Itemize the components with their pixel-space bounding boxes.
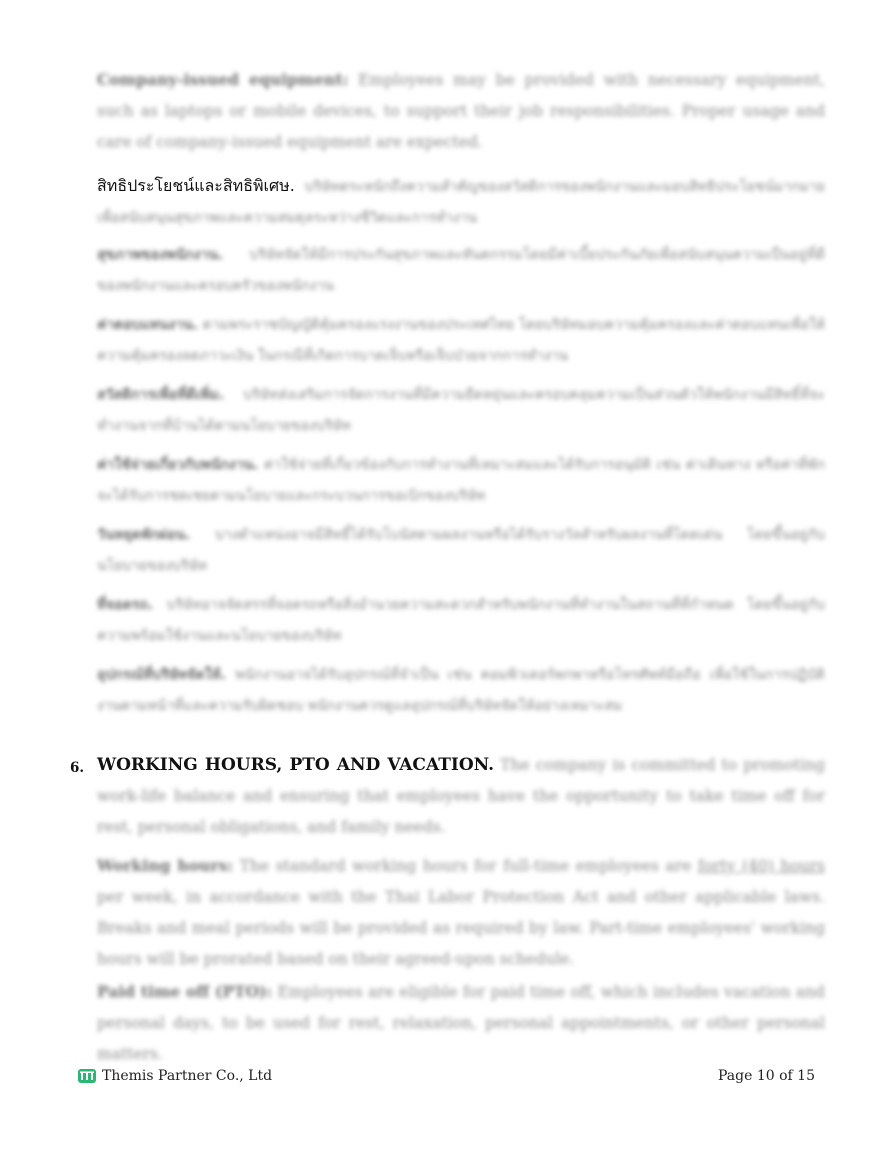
footer-company xyxy=(78,1068,272,1084)
section-working-hours xyxy=(97,750,825,843)
paragraph-thai-6 xyxy=(97,590,825,652)
paragraph-heading: Paid time off (PTO): xyxy=(97,982,273,1001)
paragraph-body: ค่าใช้จ่ายที่เกี่ยวข้องกับการทำงานที่เหมาะสมและได้รับการอนุมัติ เช่น ค่าเดินทาง หรือค่าที่พักจะได้รับการชดเชยตามนโยบายและกระบวนการขอเบิกของบริษัท xyxy=(97,457,825,504)
paragraph-thai-2 xyxy=(97,310,825,372)
paragraph-thai-5 xyxy=(97,520,825,582)
paragraph-heading: ค่าตอบแทนงาน. xyxy=(97,317,199,333)
paragraph-heading: อุปกรณ์ที่บริษัทจัดให้. xyxy=(97,667,227,683)
section-title: WORKING HOURS, PTO AND VACATION. xyxy=(97,755,495,775)
section-number: 6. xyxy=(70,760,85,776)
paragraph-body: บริษัทส่งเสริมการจัดการงานที่มีความยืดหยุ่นและครอบคลุมความเป็นส่วนตัวให้พนักงานมีสิทธิ์ที่จะทำงานจากที่บ้านได้ตามนโยบายของบริษัท xyxy=(97,387,825,434)
paragraph-heading: สุขภาพของพนักงาน. xyxy=(97,247,224,263)
paragraph-heading: สวัสดิการเพื่อที่ดีเพิ่ม. xyxy=(97,387,225,403)
paragraph-body: บริษัทตระหนักถึงความสำคัญของสวัสดิการของพนักงานและมอบสิทธิประโยชน์มากมายเพื่อสนับสนุนสุขภาพและความสมดุลระหว่างชีวิตและการทำงาน xyxy=(97,179,825,226)
paragraph-body: per week, in accordance with the Thai Labor Protection Act and other applicable laws. Breaks and meal periods will be provided as required by law. Part-time employees' working hours will be prorated based on their agreed-upon schedule. xyxy=(97,888,825,968)
paragraph-body: พนักงานอาจได้รับอุปกรณ์ที่จำเป็น เช่น คอมพิวเตอร์พกพาหรือโทรศัพท์มือถือ เพื่อใช้ในการปฏิบัติงานตามหน้าที่และความรับผิดชอบ พนักงานควรดูแลอุปกรณ์ที่บริษัทจัดให้อย่างเหมาะสม xyxy=(97,667,825,714)
paragraph-thai-1 xyxy=(97,240,825,302)
paragraph-heading: ที่จอดรถ. xyxy=(97,597,154,613)
section-intro: The company is committed to promoting work-life balance and ensuring that employees have the opportunity to take time off for rest, personal obligations, and family needs. xyxy=(97,756,826,836)
paragraph-body: The standard working hours for full-time employees are xyxy=(232,857,698,875)
section-heading-thai: สิทธิประโยชน์และสิทธิพิเศษ. xyxy=(97,176,295,195)
paragraph-thai-3 xyxy=(97,380,825,442)
paragraph-thai-4 xyxy=(97,450,825,512)
underlined-term: forty (40) hours xyxy=(697,857,826,875)
paragraph-company-equipment xyxy=(97,64,825,158)
paragraph-thai-benefits xyxy=(97,170,825,234)
paragraph-heading: Company-issued equipment: xyxy=(97,70,349,89)
paragraph-body: ตามพระราชบัญญัติคุ้มครองแรงงานของประเทศไทย โดยบริษัทมอบความคุ้มครองและค่าตอบแทนเพื่อให้ความคุ้มครองลดภาวะเงิน ในกรณีที่เกิดการบาดเจ็บหรือเจ็บป่วยจากการทำงาน xyxy=(97,317,825,364)
company-logo-icon xyxy=(78,1069,96,1083)
footer-company-name: Themis Partner Co., Ltd xyxy=(102,1068,273,1084)
paragraph-pto xyxy=(97,976,825,1070)
footer-page-number: Page 10 of 15 xyxy=(718,1068,815,1084)
paragraph-body: บริษัทอาจจัดสรรที่จอดรถหรือสิ่งอำนวยความสะดวกสำหรับพนักงานที่ทำงานในสถานที่ที่กำหนด โดยขึ้นอยู่กับความพร้อมใช้งานและนโยบายของบริษัท xyxy=(97,597,825,644)
paragraph-working-hours xyxy=(97,850,825,975)
paragraph-heading: วันหยุดพักผ่อน. xyxy=(97,527,191,543)
paragraph-thai-7 xyxy=(97,660,825,722)
paragraph-body: บางตำแหน่งอาจมีสิทธิ์ได้รับโบนัสตามผลงานหรือได้รับรางวัลสำหรับผลงานที่โดดเด่น โดยขึ้นอยู่กับนโยบายของบริษัท xyxy=(97,527,825,574)
paragraph-heading: Working hours: xyxy=(97,856,233,875)
paragraph-heading: ค่าใช้จ่ายเกี่ยวกับพนักงาน. xyxy=(97,457,259,473)
paragraph-body: Employees are eligible for paid time off, which includes vacation and personal days, to be used for rest, relaxation, personal appointments, or other personal matters. xyxy=(97,983,825,1063)
paragraph-body: Employees may be provided with necessary equipment, such as laptops or mobile devices, to support their job responsibilities. Proper usage and care of company-issued equipment are expected. xyxy=(97,71,825,151)
paragraph-body: บริษัทจัดให้มีการประกันสุขภาพและทันตกรรมโดยมีค่าเบี้ยประกันภัยเพื่อสนับสนุนความเป็นอยู่ที่ดีของพนักงานและครอบครัวของพนักงาน xyxy=(97,247,825,294)
